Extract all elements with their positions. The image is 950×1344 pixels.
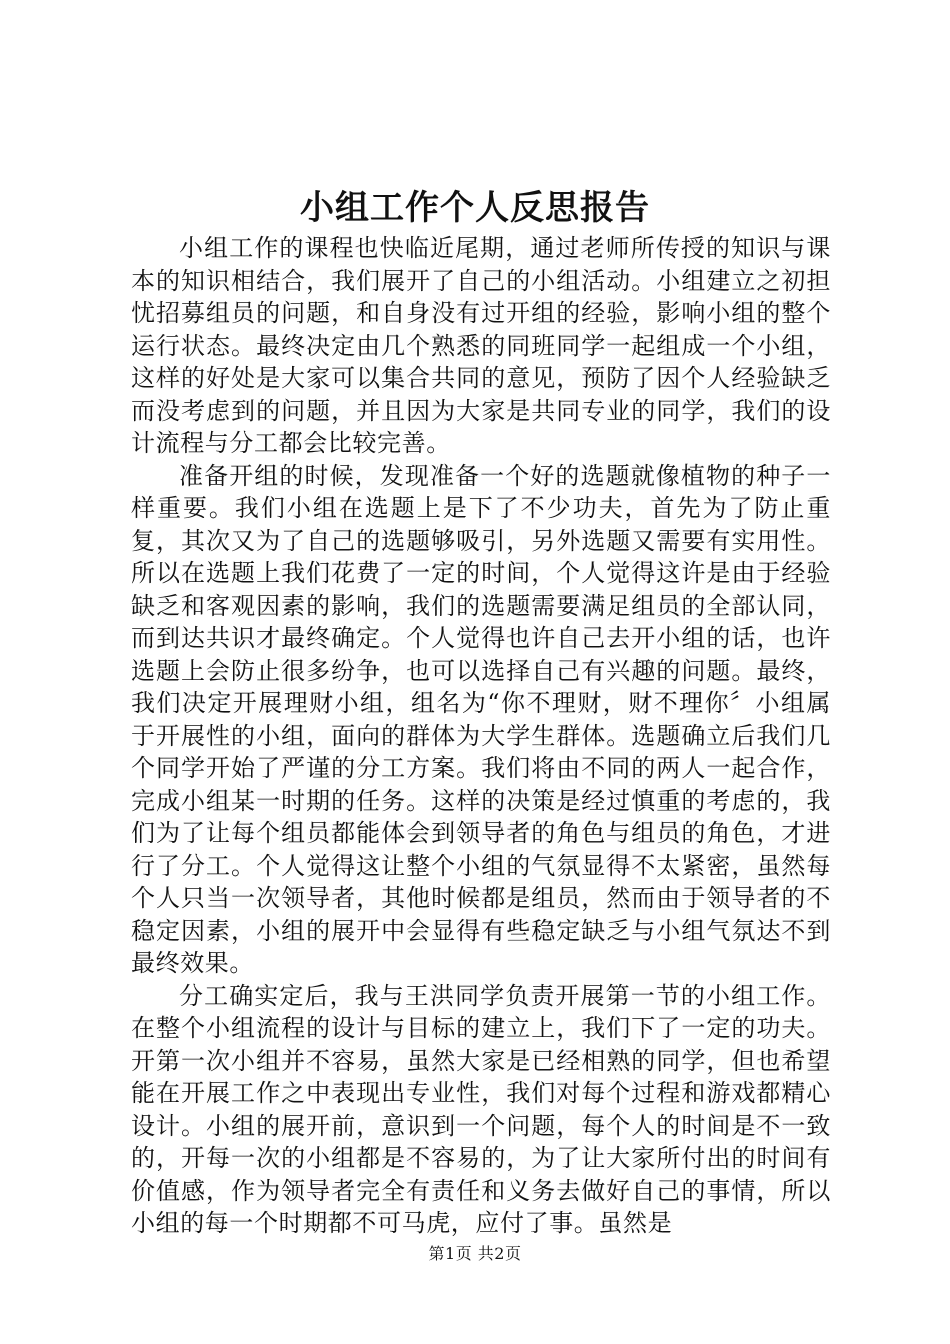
paragraph-3: 分工确实定后，我与王洪同学负责开展第一节的小组工作。在整个小组流程的设计与目标的建立上，我们下了一定的功夫。开第一次小组并不容易，虽然大家是已经相熟的同学，但也希望能在开展工作之中表现出专业性，我们对每个过程和游戏都精心设计。小组的展开前，意识到一个问题，每个人的时间是不一致的，开每一次的小组都是不容易的，为了让大家所付出的时间有价值感，作为领导者完全有责任和义务去做好自己的事情，所以小组的每一个时期都不可马虎，应付了事。虽然是 xyxy=(131,981,831,1237)
document-body xyxy=(131,232,831,1240)
document-title: 小组工作个人反思报告 xyxy=(300,188,650,228)
paragraph-1: 小组工作的课程也快临近尾期，通过老师所传授的知识与课本的知识相结合，我们展开了自己的小组活动。小组建立之初担忧招募组员的问题，和自身没有过开组的经验，影响小组的整个运行状态。最终决定由几个熟悉的同班同学一起组成一个小组，这样的好处是大家可以集合共同的意见，预防了因个人经验缺乏而没考虑到的问题，并且因为大家是共同专业的同学，我们的设计流程与分工都会比较完善。 xyxy=(131,234,831,457)
page-number-footer: 第1页 共2页 xyxy=(428,1244,522,1263)
paragraph-2: 准备开组的时候，发现准备一个好的选题就像植物的种子一样重要。我们小组在选题上是下了不少功夫，首先为了防止重复，其次又为了自己的选题够吸引，另外选题又需要有实用性。所以在选题上我们花费了一定的时间，个人觉得这许是由于经验缺乏和客观因素的影响，我们的选题需要满足组员的全部认同，而到达共识才最终确定。个人觉得也许自己去开小组的话，也许选题上会防止很多纷争，也可以选择自己有兴趣的问题。最终，我们决定开展理财小组，组名为“你不理财，财不理你〞小组属于开展性的小组，面向的群体为大学生群体。选题确立后我们几个同学开始了严谨的分工方案。我们将由不同的两人一起合作，完成小组某一时期的任务。这样的决策是经过慎重的考虑的，我们为了让每个组员都能体会到领导者的角色与组员的角色，才进行了分工。个人觉得这让整个小组的气氛显得不太紧密，虽然每个人只当一次领导者，其他时候都是组员，然而由于领导者的不稳定因素，小组的展开中会显得有些稳定缺乏与小组气氛达不到最终效果。 xyxy=(131,461,831,977)
